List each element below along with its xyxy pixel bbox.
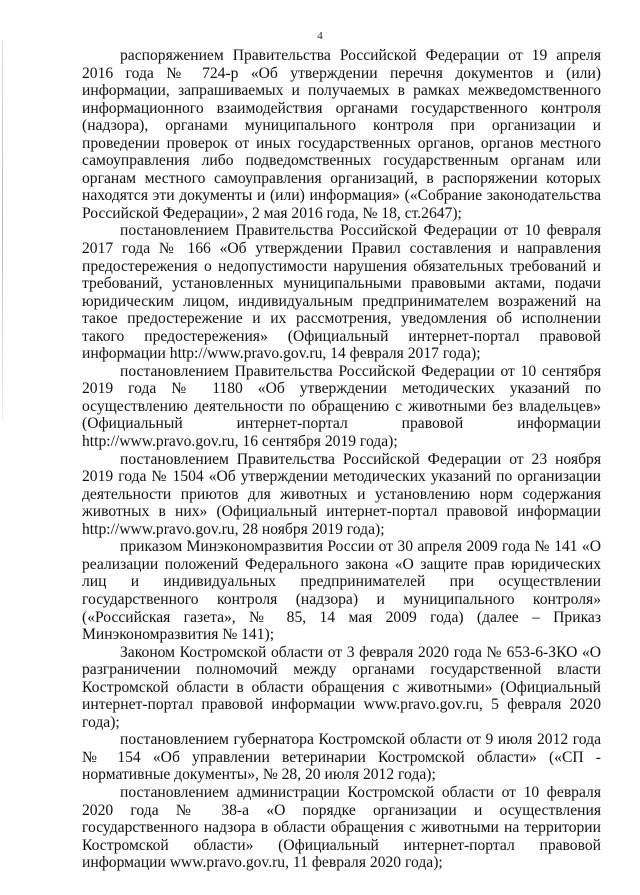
document-body: [82, 47, 601, 872]
paragraph-resolution-166: постановлением Правительства Российской Федерации от 10 февраля 2017 года № 166 «Об утверждении Правил составления и направления предостережения о недопустимости нарушения обязательных требований и требований, установленных муниципальными правовыми актами, подачи юридическим лицом, индивидуальным предпринимателем возражений на такое предостережение и их рассмотрения, уведомления об исполнении такого предостережения» (Официальный интернет-портал правовой информации http://www.pravo.gov.ru, 14 февраля 2017 года);: [82, 222, 601, 363]
page-number: 4: [317, 30, 323, 42]
paragraph-law-653: Законом Костромской области от 3 февраля 2020 года № 653-6-ЗКО «О разграничении полномочий между органами государственной власти Костромской области в области обращения с животными» (Официальный интернет-портал правовой информации www.pravo.gov.ru, 5 февраля 2020 года);: [82, 643, 601, 731]
paragraph-resolution-1180: постановлением Правительства Российской Федерации от 10 сентября 2019 года № 1180 «Об утверждении методических указаний по осуществлению деятельности по обращению с животными без владельцев» (Официальный интернет-портал правовой информации http://www.pravo.gov.ru, 16 сентября 2019 года);: [82, 362, 601, 451]
paragraph-administration-38a: постановлением администрации Костромской области от 10 февраля 2020 года № 38-а «О порядке организации и осуществления государственного надзора в области обращения с животными на территории Костромской области» (Официальный интернет-портал правовой информации www.pravo.gov.ru, 11 февраля 2020 года);: [82, 783, 601, 872]
paragraph-governor-154: постановлением губернатора Костромской области от 9 июля 2012 года № 154 «Об управлении ветеринарии Костромской области» («СП - нормативные документы», № 28, 20 июля 2012 года);: [82, 731, 601, 784]
paragraph-order-141: приказом Минэкономразвития России от 30 апреля 2009 года № 141 «О реализации положений Федерального закона «О защите прав юридических лиц и индивидуальных предпринимателей при осуществлении государственного контроля (надзора) и муниципального контроля» («Российская газета», № 85, 14 мая 2009 года) (далее – Приказ Минэкономразвития № 141);: [82, 538, 601, 644]
scan-edge-shadow: [2, 40, 3, 420]
paragraph-decree-724r: распоряжением Правительства Российской Федерации от 19 апреля 2016 года № 724-р «Об утверждении перечня документов и (или) информации, запрашиваемых и получаемых в рамках межведомственного информационного взаимодействия органами государственного контроля (надзора), органами муниципального контроля при организации и проведении проверок от иных государственных органов, органов местного самоуправления либо подведомственных государственным органам или органам местного самоуправления организаций, в распоряжении которых находятся эти документы и (или) информация» («Собрание законодательства Российской Федерации», 2 мая 2016 года, № 18, ст.2647);: [82, 47, 601, 222]
paragraph-resolution-1504: постановлением Правительства Российской Федерации от 23 ноября 2019 года № 1504 «Об утверждении методических указаний по организации деятельности приютов для животных и установлению норм содержания животных в них» (Официальный интернет-портал правовой информации http://www.pravo.gov.ru, 28 ноября 2019 года);: [82, 450, 601, 538]
